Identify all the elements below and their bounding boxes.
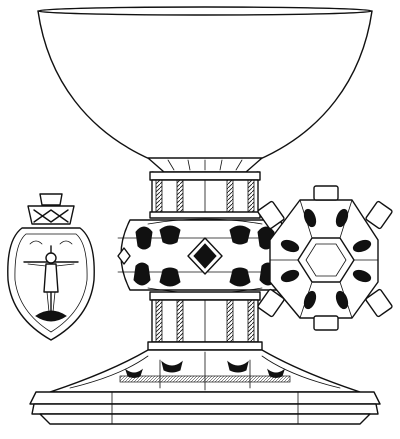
- lower-stem: [148, 292, 262, 350]
- upper-stem: [150, 172, 260, 218]
- chalice-knop: [118, 219, 292, 293]
- knop-plan-view: [257, 186, 392, 330]
- chalice-cup: [38, 7, 372, 166]
- pendant-medallion: [8, 194, 94, 340]
- chalice-foot: [30, 350, 380, 424]
